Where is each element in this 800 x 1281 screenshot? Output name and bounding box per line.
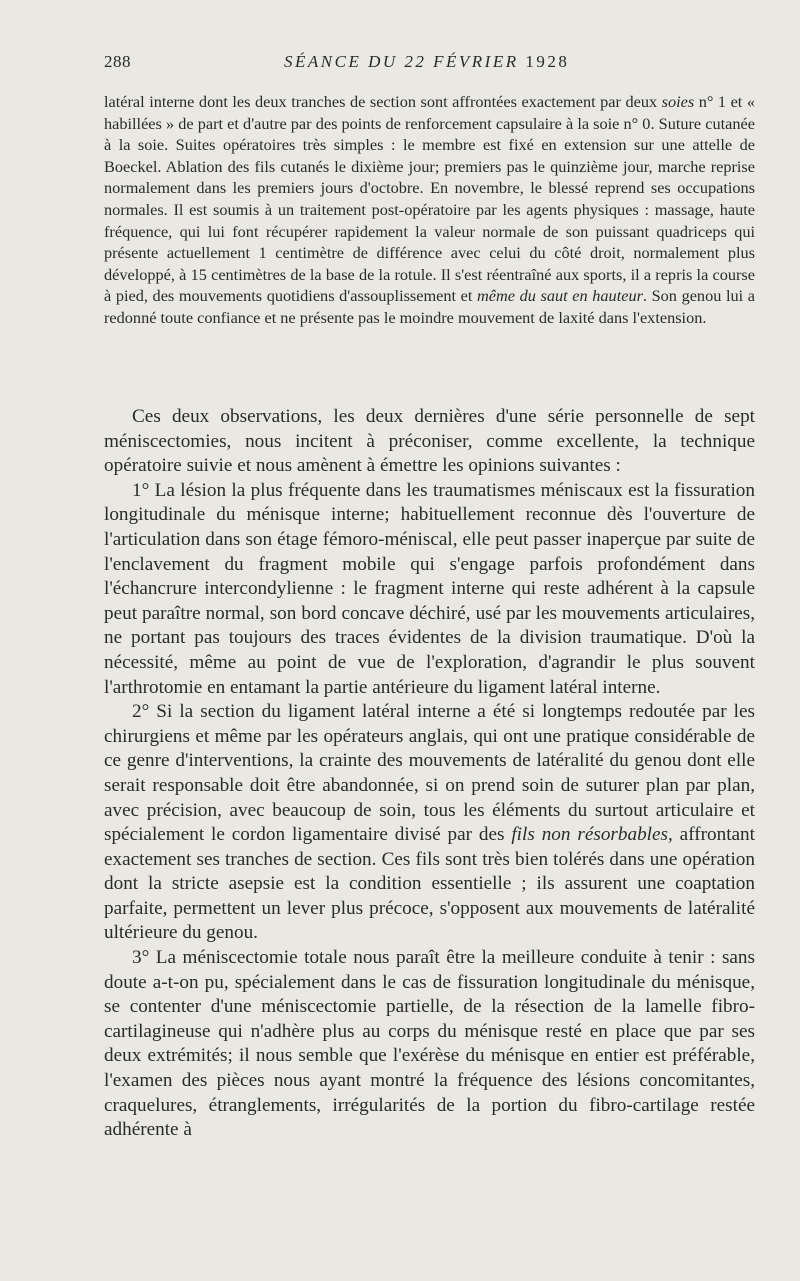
opinion-3: 3° La méniscectomie totale nous paraît être la meilleure conduite à tenir : sans doute a-t-on pu, spécialement dans le cas de fissuration longitudinale du ménisque, se contenter d'une méniscectomie partielle, de la résection de la lamelle fibro-cartilagineuse qui n'adhère plus au corps du ménisque resté en place que par ses deux extrémités; il nous semble que l'exérèse du ménisque en entier est préférable, l'examen des pièces nous ayant montré la fréquence des lésions concomitantes, craquelures, étranglements, irrégularités de la portion du fibro-cartilage restée adhérente à	[104, 947, 755, 1141]
running-title-year: 1928	[525, 52, 570, 71]
opinion-2	[104, 700, 755, 946]
running-title	[284, 52, 569, 72]
page-header	[104, 52, 754, 78]
running-title-text: SÉANCE DU 22 FÉVRIER	[284, 52, 519, 71]
page-number: 288	[104, 52, 131, 71]
case-text-3: . Son genou lui a redonné toute confiance et ne présente pas le moindre mouvement de laxité dans l'extension.	[104, 286, 755, 327]
case-report-continuation	[104, 91, 755, 329]
case-italic-1: soies	[661, 92, 695, 111]
opinion-1: 1° La lésion la plus fréquente dans les traumatismes méniscaux est la fissuration longitudinale du ménisque interne; habituellement reconnue dès l'ouverture de l'articulation dans son étage fémoro-méniscal, elle peut passer inaperçue par suite de l'enclavement du fragment mobile qui s'engage parfois profondément dans l'échancrure intercondylienne : le fragment interne qui reste adhérent à la capsule peut paraître normal, son bord concave déchiré, usé par les mouvements articulaires, ne portant pas toujours des traces évidentes de la division traumatique. D'où la nécessité, même au point de vue de l'exploration, d'agrandir le plus souvent l'arthrotomie en entamant la partie antérieure du ligament latéral interne.	[104, 479, 755, 698]
case-text-1: latéral interne dont les deux tranches de section sont affrontées exactement par deux	[104, 92, 662, 111]
case-paragraph	[104, 91, 755, 329]
case-italic-2: même du saut en hauteur	[477, 286, 643, 306]
opinion-2-text-a: 2° Si la section du ligament latéral interne a été si longtemps redoutée par les chirurgiens et même par les opérateurs anglais, qui ont une pratique considérable de ce genre d'interventions, la crainte des mouvements de latéralité du genou dont elle serait responsable doit être abandonnée, si on prend soin de suturer plan par plan, avec précision, avec beaucoup de soin, tous les éléments du surtout articulaire et spécialement le cordon ligamentaire divisé par des	[104, 701, 755, 846]
case-text-2: n° 1 et « habillées » de part et d'autre par des points de renforcement capsulaire à la soie n° 0. Suture cutanée à la soie. Suites opératoires très simples : le membre est fixé en extension sur une attelle de Boeckel. Ablation des fils cutanés le dixième jour; premiers pas le quinzième jour, marche reprise normalement dans les premiers jours d'octobre. En novembre, le blessé reprend ses occupations normales. Il est soumis à un traitement post-opératoire par les agents physiques : massage, haute fréquence, qui lui font récupérer rapidement la valeur normale de son puissant quadriceps qui présente actuellement 1 centimètre de différence avec celui du côté droit, normalement plus développé, à 15 centimètres de la base de la rotule. Il s'est réentraîné aux sports, il a repris la course à pied, des mouvements quotidiens d'assouplissement et	[104, 92, 755, 306]
discussion-section	[104, 405, 755, 1143]
opinion-2-italic: fils non résorbables	[511, 824, 668, 846]
opinion-2-text-b: , affrontant exactement ses tranches de section. Ces fils sont très bien tolérés dans une opération dont la stricte asepsie est la condition essentielle ; ils assurent une coaptation parfaite, permettent un lever plus précoce, s'opposent aux mouvements de latéralité ultérieure du genou.	[104, 824, 755, 944]
discussion-intro: Ces deux observations, les deux dernières d'une série personnelle de sept méniscectomies, nous incitent à préconiser, comme excellente, la technique opératoire suivie et nous amènent à émettre les opinions suivantes :	[104, 406, 755, 477]
